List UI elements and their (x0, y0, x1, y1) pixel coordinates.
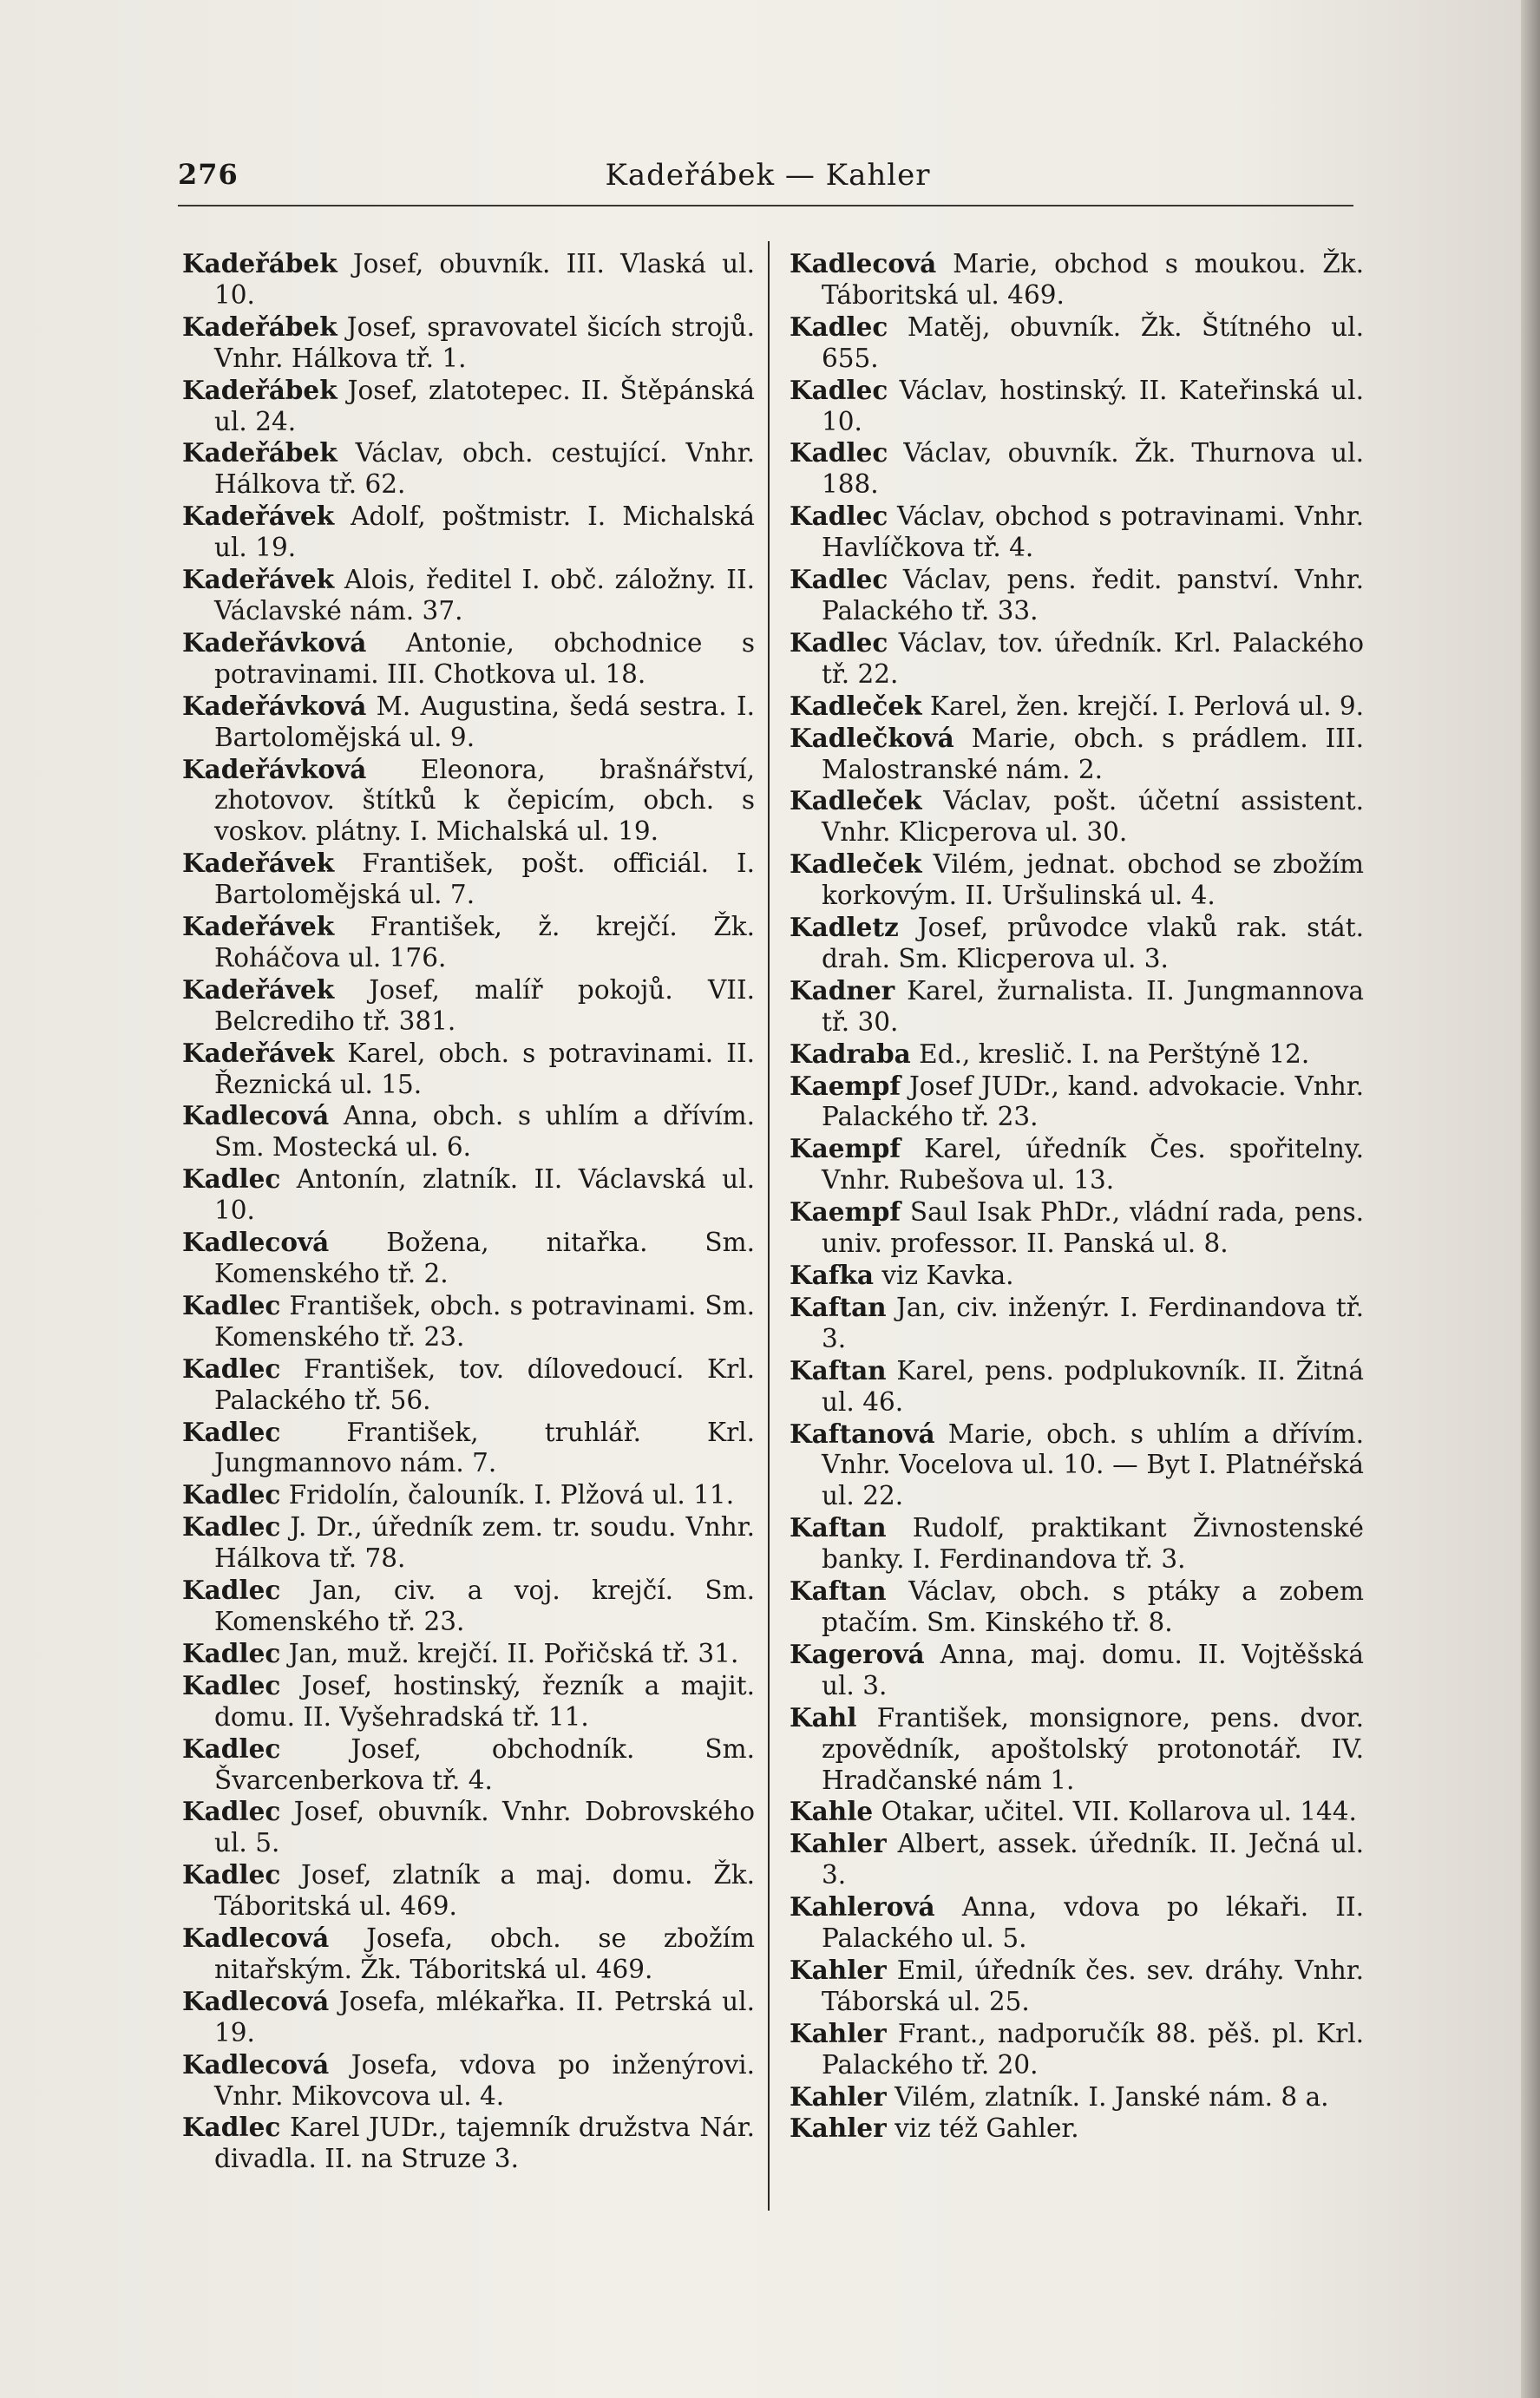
entry-surname: Kadlec (790, 311, 888, 342)
entry-details: Božena, nitařka. Sm. Komenského tř. 2. (214, 1228, 755, 1288)
directory-entry (182, 311, 755, 375)
entry-details: Anna, maj. domu. II. Vojtěšská ul. 3. (822, 1639, 1364, 1700)
directory-entry (182, 564, 755, 627)
entry-surname: Kadlecová (182, 1923, 330, 1954)
entry-surname: Kadlec (182, 1479, 281, 1510)
directory-entry (790, 1133, 1364, 1196)
entry-surname: Kadlečková (790, 722, 954, 753)
entry-details: viz Kavka. (874, 1261, 1014, 1290)
entry-details: Karel, úředník Čes. spořitelny. Vnhr. Rubešova ul. 13. (822, 1134, 1364, 1196)
entry-details: M. Augustina, šedá sestra. I. Bartolomějská ul. 9. (214, 691, 755, 752)
entry-surname: Kaempf (790, 1133, 901, 1164)
directory-entry (182, 1479, 755, 1511)
entry-surname: Kadraba (790, 1038, 911, 1069)
directory-entry (182, 248, 755, 311)
entry-surname: Kadlec (790, 501, 888, 532)
entry-details: Karel, žen. krejčí. I. Perlová ul. 9. (921, 691, 1364, 721)
entry-details: Vilém, zlatník. I. Janské nám. 8 a. (886, 2081, 1329, 2112)
entry-surname: Kadlec (182, 1637, 281, 1668)
entry-details: Albert, assek. úředník. II. Ječná ul. 3. (822, 1829, 1364, 1890)
entry-surname: Kaempf (790, 1196, 901, 1228)
entry-details: Josef JUDr., kand. advokacie. Vnhr. Palackého tř. 23. (822, 1071, 1364, 1132)
entry-details: František, obch. s potravinami. Sm. Komenského tř. 23. (214, 1290, 755, 1352)
entry-surname: Kadeřábek (182, 311, 337, 342)
entry-surname: Kadeřávková (182, 690, 367, 721)
directory-entry (790, 848, 1364, 912)
directory-entry (790, 501, 1364, 564)
directory-entry (790, 1512, 1364, 1576)
entry-surname: Kadeřávek (182, 1037, 335, 1068)
directory-entry (790, 2081, 1364, 2113)
directory-entry (790, 1260, 1364, 1292)
entry-details: Josef, průvodce vlaků rak. stát. drah. Sm. Klicperova ul. 3. (822, 913, 1364, 973)
directory-entry (790, 1038, 1364, 1071)
directory-entry (182, 2112, 755, 2175)
entry-details: Saul Isak PhDr., vládní rada, pens. univ. professor. II. Panská ul. 8. (822, 1197, 1364, 1259)
entry-surname: Kahl (790, 1701, 857, 1733)
entry-details: Jan, civ. inženýr. I. Ferdinandova tř. 3. (822, 1292, 1364, 1353)
directory-entry (790, 1418, 1364, 1513)
directory-entry (182, 1859, 755, 1923)
directory-entry (182, 1796, 755, 1859)
entry-surname: Kadner (790, 974, 895, 1006)
directory-entry (182, 2049, 755, 2113)
entry-details: Anna, obch. s uhlím a dřívím. Sm. Mostecká ul. 6. (214, 1101, 755, 1163)
entry-surname: Kaempf (790, 1070, 901, 1101)
header-rule (178, 205, 1353, 206)
entry-details: František, tov. dílovedoucí. Krl. Palackého tř. 56. (214, 1353, 755, 1415)
entry-surname: Kadeřábek (182, 437, 337, 468)
entry-details: Frant., nadporučík 88. pěš. pl. Krl. Palackého tř. 20. (822, 2018, 1364, 2080)
left-column (182, 248, 755, 2175)
entry-details: Josef, obuvník. Vnhr. Dobrovského ul. 5. (214, 1797, 755, 1858)
entry-surname: Kahlerová (790, 1891, 935, 1923)
entry-surname: Kadleček (790, 690, 922, 721)
entry-details: Rudolf, praktikant Živnostenské banky. I. Ferdinandova tř. 3. (822, 1513, 1364, 1575)
entry-details: Antonín, zlatník. II. Václavská ul. 10. (214, 1164, 755, 1226)
directory-entry (182, 911, 755, 974)
entry-details: Václav, obchod s potravinami. Vnhr. Havlíčkova tř. 4. (822, 501, 1364, 563)
directory-entry (790, 1639, 1364, 1702)
entry-surname: Kadlec (182, 1575, 281, 1606)
entry-details: František, pošt. officiál. I. Bartolomějská ul. 7. (214, 848, 755, 910)
page-header (178, 158, 1358, 201)
entry-surname: Kadlec (790, 626, 888, 658)
entry-details: Karel, obch. s potravinami. II. Řeznická ul. 15. (214, 1038, 755, 1099)
directory-entry (182, 437, 755, 501)
entry-surname: Kadlec (182, 1163, 281, 1195)
entry-surname: Kadleček (790, 848, 922, 880)
entry-surname: Kadeřávek (182, 911, 335, 942)
entry-details: Václav, obuvník. Žk. Thurnova ul. 188. (822, 438, 1364, 500)
directory-entry (182, 501, 755, 564)
directory-entry (790, 723, 1364, 786)
entry-surname: Kaftan (790, 1576, 887, 1607)
entry-details: Josef, obuvník. III. Vlaská ul. 10. (214, 249, 755, 310)
entry-surname: Kadeřávek (182, 501, 335, 532)
entry-surname: Kahler (790, 1828, 887, 1859)
directory-entry (790, 564, 1364, 627)
directory-entry (182, 974, 755, 1038)
entry-surname: Kadeřávek (182, 564, 335, 595)
entry-details: František, truhlář. Krl. Jungmannovo nám. 7. (214, 1417, 755, 1478)
directory-entry (182, 627, 755, 691)
directory-entry (182, 1417, 755, 1480)
entry-surname: Kadeřávková (182, 626, 367, 658)
directory-entry (790, 785, 1364, 848)
entry-details: Adolf, poštmistr. I. Michalská ul. 19. (214, 501, 755, 563)
entry-surname: Kadlec (182, 1733, 281, 1764)
entry-details: Eleonora, brašnářství, zhotovov. štítků k čepicím, obch. s voskov. plátny. I. Michalská ul. 19. (214, 754, 755, 847)
entry-details: Josef, zlatotepec. II. Štěpánská ul. 24. (214, 375, 755, 436)
entry-details: Josefa, mlékařka. II. Petrská ul. 19. (214, 1986, 755, 2047)
entry-details: J. Dr., úředník zem. tr. soudu. Vnhr. Hálkova tř. 78. (214, 1512, 755, 1574)
entry-details: Karel JUDr., tajemník družstva Nár. divadla. II. na Struze 3. (214, 2113, 755, 2174)
directory-entry (182, 1038, 755, 1101)
entry-surname: Kaftan (790, 1291, 887, 1322)
entry-surname: Kadlec (182, 1859, 281, 1890)
entry-surname: Kadlec (182, 1511, 281, 1543)
directory-entry (790, 975, 1364, 1038)
entry-details: viz též Gahler. (886, 2113, 1079, 2144)
entry-details: Josefa, vdova po inženýrovi. Vnhr. Mikovcova ul. 4. (214, 2049, 755, 2111)
directory-entry (790, 912, 1364, 975)
entry-surname: Kadlecová (182, 2048, 330, 2080)
directory-entry (790, 2018, 1364, 2081)
directory-entry (182, 691, 755, 754)
entry-details: Ed., kreslič. I. na Perštýně 12. (910, 1038, 1310, 1069)
entry-details: Josefa, obch. se zbožím nitařským. Žk. Táboritská ul. 469. (214, 1923, 755, 1984)
entry-surname: Kahler (790, 2017, 887, 2048)
entry-surname: Kadeřávek (182, 848, 335, 879)
entry-details: Vilém, jednat. obchod se zbožím korkovým. II. Uršulinská ul. 4. (822, 849, 1364, 911)
directory-entry (790, 1796, 1364, 1828)
entry-details: Josef, hostinský, řezník a majit. domu. II. Vyšehradská tř. 11. (214, 1670, 755, 1732)
entry-details: Josef, malíř pokojů. VII. Belcrediho tř. 381. (214, 974, 755, 1036)
entry-details: Alois, ředitel I. obč. záložny. II. Václavské nám. 37. (214, 565, 755, 626)
entry-surname: Kahler (790, 2113, 887, 2144)
directory-entry (790, 627, 1364, 691)
entry-surname: Kadlec (790, 564, 888, 595)
entry-surname: Kadlec (182, 1669, 281, 1700)
directory-entry (182, 1575, 755, 1638)
entry-surname: Kadlecová (182, 1985, 330, 2016)
entry-surname: Kadeřávek (182, 973, 335, 1005)
entry-details: Václav, pens. ředit. panství. Vnhr. Palackého tř. 33. (822, 565, 1364, 626)
entry-surname: Kadlec (182, 1796, 281, 1827)
directory-entry (790, 1355, 1364, 1418)
entry-surname: Kadlecová (182, 1227, 330, 1258)
entry-surname: Kafka (790, 1260, 874, 1290)
entry-details: Václav, hostinský. II. Kateřinská ul. 10. (822, 375, 1364, 436)
page-edge-shadow (1521, 0, 1540, 2398)
directory-entry (182, 1353, 755, 1417)
directory-entry (790, 1292, 1364, 1355)
entry-details: Jan, civ. a voj. krejčí. Sm. Komenského tř. 23. (214, 1576, 755, 1636)
entry-details: Emil, úředník čes. sev. dráhy. Vnhr. Táborská ul. 25. (822, 1955, 1364, 2016)
entry-details: Karel, pens. podplukovník. II. Žitná ul. 46. (822, 1355, 1364, 1417)
entry-details: Josef, spravovatel šicích strojů. Vnhr. Hálkova tř. 1. (214, 311, 755, 373)
directory-entry (182, 848, 755, 911)
right-column (790, 248, 1364, 2145)
entry-surname: Kaftanová (790, 1418, 935, 1449)
entry-details: Otakar, učitel. VII. Kollarova ul. 144. (873, 1797, 1357, 1827)
directory-entry (790, 1071, 1364, 1134)
directory-entry (182, 1986, 755, 2049)
directory-entry (182, 1638, 755, 1670)
entry-details: Václav, tov. úředník. Krl. Palackého tř. 22. (822, 627, 1364, 689)
directory-entry (790, 311, 1364, 375)
entry-details: Marie, obchod s moukou. Žk. Táboritská ul. 469. (822, 249, 1364, 310)
entry-surname: Kadeřávková (182, 753, 367, 784)
entry-surname: Kadlecová (790, 248, 937, 278)
directory-entry (790, 248, 1364, 311)
entry-surname: Kadleček (790, 785, 922, 816)
directory-entry (182, 1923, 755, 1986)
directory-entry (790, 1196, 1364, 1260)
directory-entry (790, 2113, 1364, 2145)
entry-surname: Kahler (790, 1954, 887, 1985)
directory-entry (790, 1702, 1364, 1797)
page-number: 276 (178, 158, 239, 191)
directory-entry (182, 1163, 755, 1227)
entry-details: Václav, obch. cestující. Vnhr. Hálkova tř. 62. (214, 438, 755, 500)
entry-details: Václav, obch. s ptáky a zobem ptačím. Sm. Kinského tř. 8. (822, 1576, 1364, 1637)
column-divider (768, 241, 770, 2211)
directory-entry (790, 691, 1364, 723)
entry-surname: Kadlec (182, 1416, 281, 1447)
entry-surname: Kahler (790, 2080, 887, 2112)
entry-surname: Kadlec (182, 1353, 281, 1384)
directory-entry (182, 1290, 755, 1353)
directory-entry (182, 1670, 755, 1733)
entry-details: Josef, obchodník. Sm. Švarcenberkova tř. 4. (214, 1733, 755, 1795)
entry-details: Matěj, obuvník. Žk. Štítného ul. 655. (822, 311, 1364, 373)
directory-entry (790, 1576, 1364, 1639)
entry-details: František, ž. krejčí. Žk. Roháčova ul. 176. (214, 912, 755, 973)
entry-details: Marie, obch. s prádlem. III. Malostranské nám. 2. (822, 723, 1364, 784)
entry-surname: Kadeřábek (182, 374, 337, 405)
entry-surname: Kagerová (790, 1638, 925, 1669)
directory-entry (182, 1100, 755, 1163)
directory-entry (182, 754, 755, 848)
directory-entry (182, 1511, 755, 1575)
directory-entry (182, 1733, 755, 1797)
entry-surname: Kadlecová (182, 1100, 330, 1131)
directory-entry (790, 375, 1364, 438)
directory-entry (790, 1955, 1364, 2018)
entry-details: Václav, pošt. účetní assistent. Vnhr. Klicperova ul. 30. (822, 786, 1364, 848)
entry-surname: Kadeřábek (182, 248, 337, 278)
entry-surname: Kadlec (790, 374, 888, 405)
entry-surname: Kadlec (790, 437, 888, 468)
entry-surname: Kadletz (790, 912, 899, 943)
running-head: Kadeřábek — Kahler (605, 158, 931, 193)
entry-details: Marie, obch. s uhlím a dřívím. Vnhr. Vocelova ul. 10. — Byt I. Platnéřská ul. 22. (822, 1418, 1364, 1511)
entry-details: Anna, vdova po lékaři. II. Palackého ul. 5. (822, 1892, 1364, 1954)
entry-details: Jan, muž. krejčí. II. Pořičská tř. 31. (280, 1638, 739, 1668)
directory-entry (790, 1828, 1364, 1891)
entry-details: Karel, žurnalista. II. Jungmannova tř. 30. (822, 975, 1364, 1037)
entry-details: František, monsignore, pens. dvor. zpovědník, apoštolský protonotář. IV. Hradčanské nám 1. (822, 1702, 1364, 1795)
entry-details: Fridolín, čalouník. I. Plžová ul. 11. (280, 1480, 735, 1510)
entry-details: Josef, zlatník a maj. domu. Žk. Táboritská ul. 469. (214, 1860, 755, 1922)
directory-entry (790, 1891, 1364, 1955)
entry-surname: Kadlec (182, 2112, 281, 2143)
entry-surname: Kadlec (182, 1289, 281, 1320)
directory-entry (182, 375, 755, 438)
entry-surname: Kahle (790, 1796, 874, 1827)
directory-entry (790, 437, 1364, 501)
entry-surname: Kaftan (790, 1354, 887, 1386)
directory-entry (182, 1227, 755, 1290)
entry-details: Antonie, obchodnice s potravinami. III. Chotkova ul. 18. (214, 627, 755, 689)
entry-surname: Kaftan (790, 1512, 887, 1543)
